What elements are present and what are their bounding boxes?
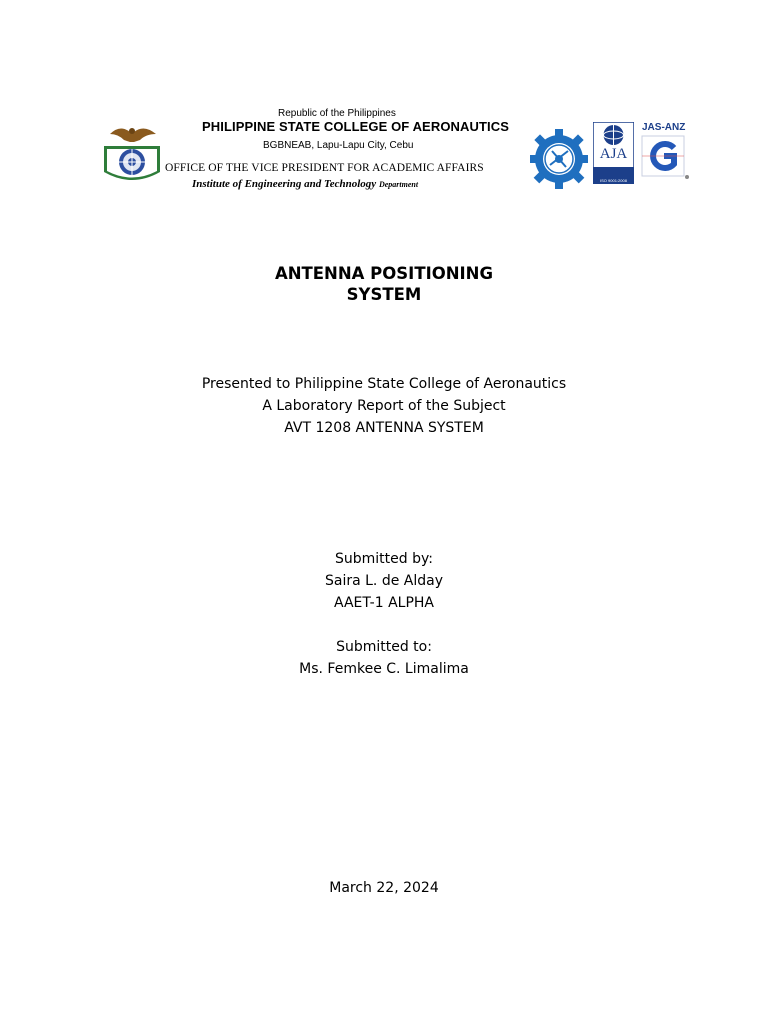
title-line-1: ANTENNA POSITIONING [274, 264, 494, 283]
jas-anz-text: JAS-ANZ [642, 122, 686, 133]
submitted-to-block [0, 636, 768, 680]
report-title [0, 263, 768, 305]
student-section: AAET-1 ALPHA [334, 595, 434, 611]
office-name: OFFICE OF THE VICE PRESIDENT FOR ACADEMIC AFFAIRS [165, 162, 484, 174]
submitted-by-block [0, 548, 768, 614]
jas-anz-logo [640, 122, 692, 182]
aja-iso-text: ISO 9001:2008 [600, 178, 627, 183]
instructor-name: Ms. Femkee C. Limalima [299, 661, 469, 677]
presentation-block [0, 373, 768, 439]
republic-text: Republic of the Philippines [278, 108, 396, 119]
aja-text: AJA [599, 146, 628, 162]
submitted-to-label: Submitted to: [336, 639, 432, 655]
institute-line [192, 178, 418, 190]
presented-to-line: Presented to Philippine State College of Aeronautics [201, 376, 567, 392]
student-name: Saira L. de Alday [324, 573, 443, 589]
institute-name: Institute of Engineering and Technology [192, 178, 377, 190]
report-date: March 22, 2024 [329, 880, 439, 896]
title-line-2: SYSTEM [346, 285, 422, 304]
college-seal-logo [100, 122, 164, 188]
submitted-by-label: Submitted by: [335, 551, 433, 567]
department-label: Department [378, 180, 419, 189]
subject-line: AVT 1208 ANTENNA SYSTEM [284, 420, 484, 436]
college-address: BGBNEAB, Lapu-Lapu City, Cebu [263, 140, 414, 151]
college-name: PHILIPPINE STATE COLLEGE OF AERONAUTICS [202, 119, 510, 134]
report-type-line: A Laboratory Report of the Subject [262, 398, 506, 414]
gear-emblem-logo [530, 127, 588, 191]
aja-certification-logo [593, 122, 634, 184]
